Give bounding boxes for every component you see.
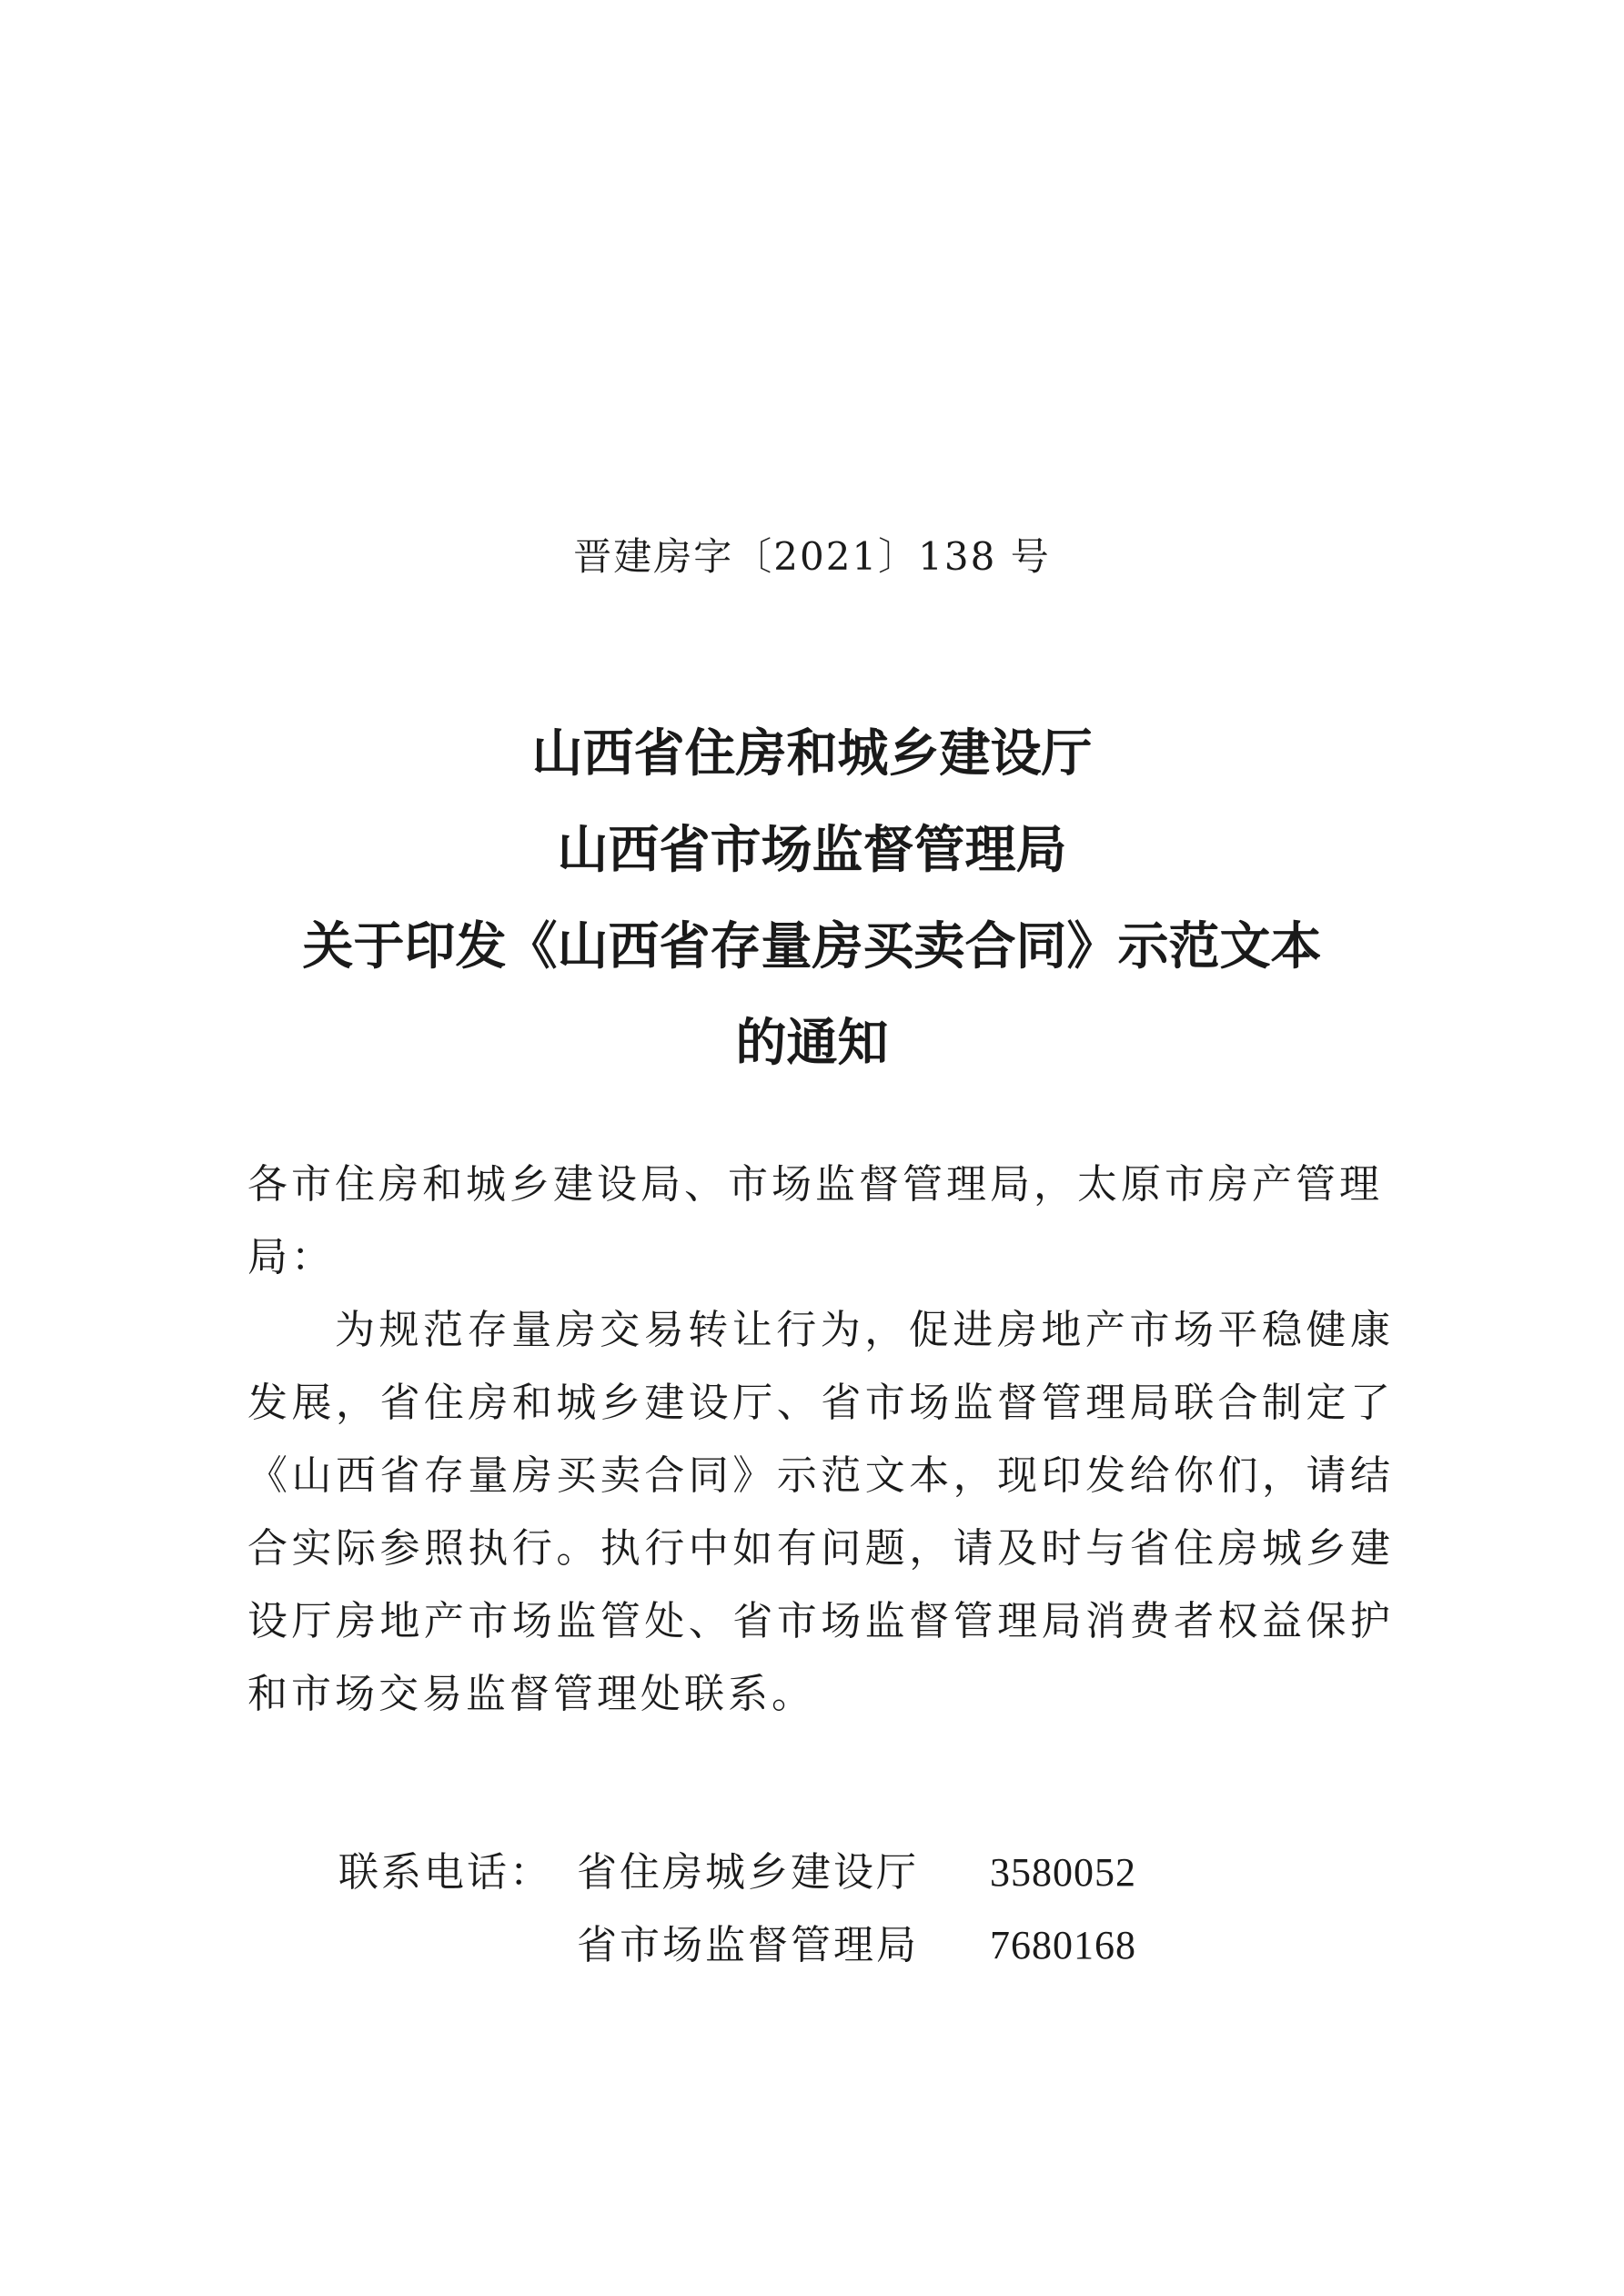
salutation: 各市住房和城乡建设局、市场监督管理局，太原市房产管理局： — [247, 1161, 1383, 1280]
document-body — [247, 1148, 1394, 1731]
title-line-1: 山西省住房和城乡建设厅 — [531, 724, 1093, 784]
document-title — [182, 706, 1442, 1092]
contact-block — [338, 1836, 1136, 1982]
contact-phone: 3580052 — [990, 1850, 1136, 1895]
body-paragraph: 为规范存量房交易转让行为，促进房地产市场平稳健康发展，省住房和城乡建设厅、省市场监督管理局联合制定了《山西省存量房买卖合同》示范文本，现印发给你们，请结合实际参照执行。执行中如有问题，请及时与省住房城乡建设厅房地产市场监管处、省市场监督管理局消费者权益保护和市场交易监督管理处联系。 — [247, 1307, 1394, 1717]
title-line-2: 山西省市场监督管理局 — [557, 821, 1067, 880]
title-line-3: 关于印发《山西省存量房买卖合同》示范文本 — [302, 917, 1322, 976]
document-number: 晋建房字〔2021〕138 号 — [573, 534, 1051, 579]
contact-org: 省市场监督管理局 — [577, 1922, 919, 1968]
contact-label: 联系电话： — [338, 1849, 552, 1896]
contact-phone: 7680168 — [990, 1923, 1136, 1967]
contact-org: 省住房城乡建设厅 — [577, 1849, 919, 1896]
contact-row — [338, 1909, 1136, 1982]
contact-label-spacer — [338, 1909, 577, 1982]
contact-row — [338, 1836, 1136, 1909]
title-line-4: 的通知 — [735, 1014, 889, 1073]
